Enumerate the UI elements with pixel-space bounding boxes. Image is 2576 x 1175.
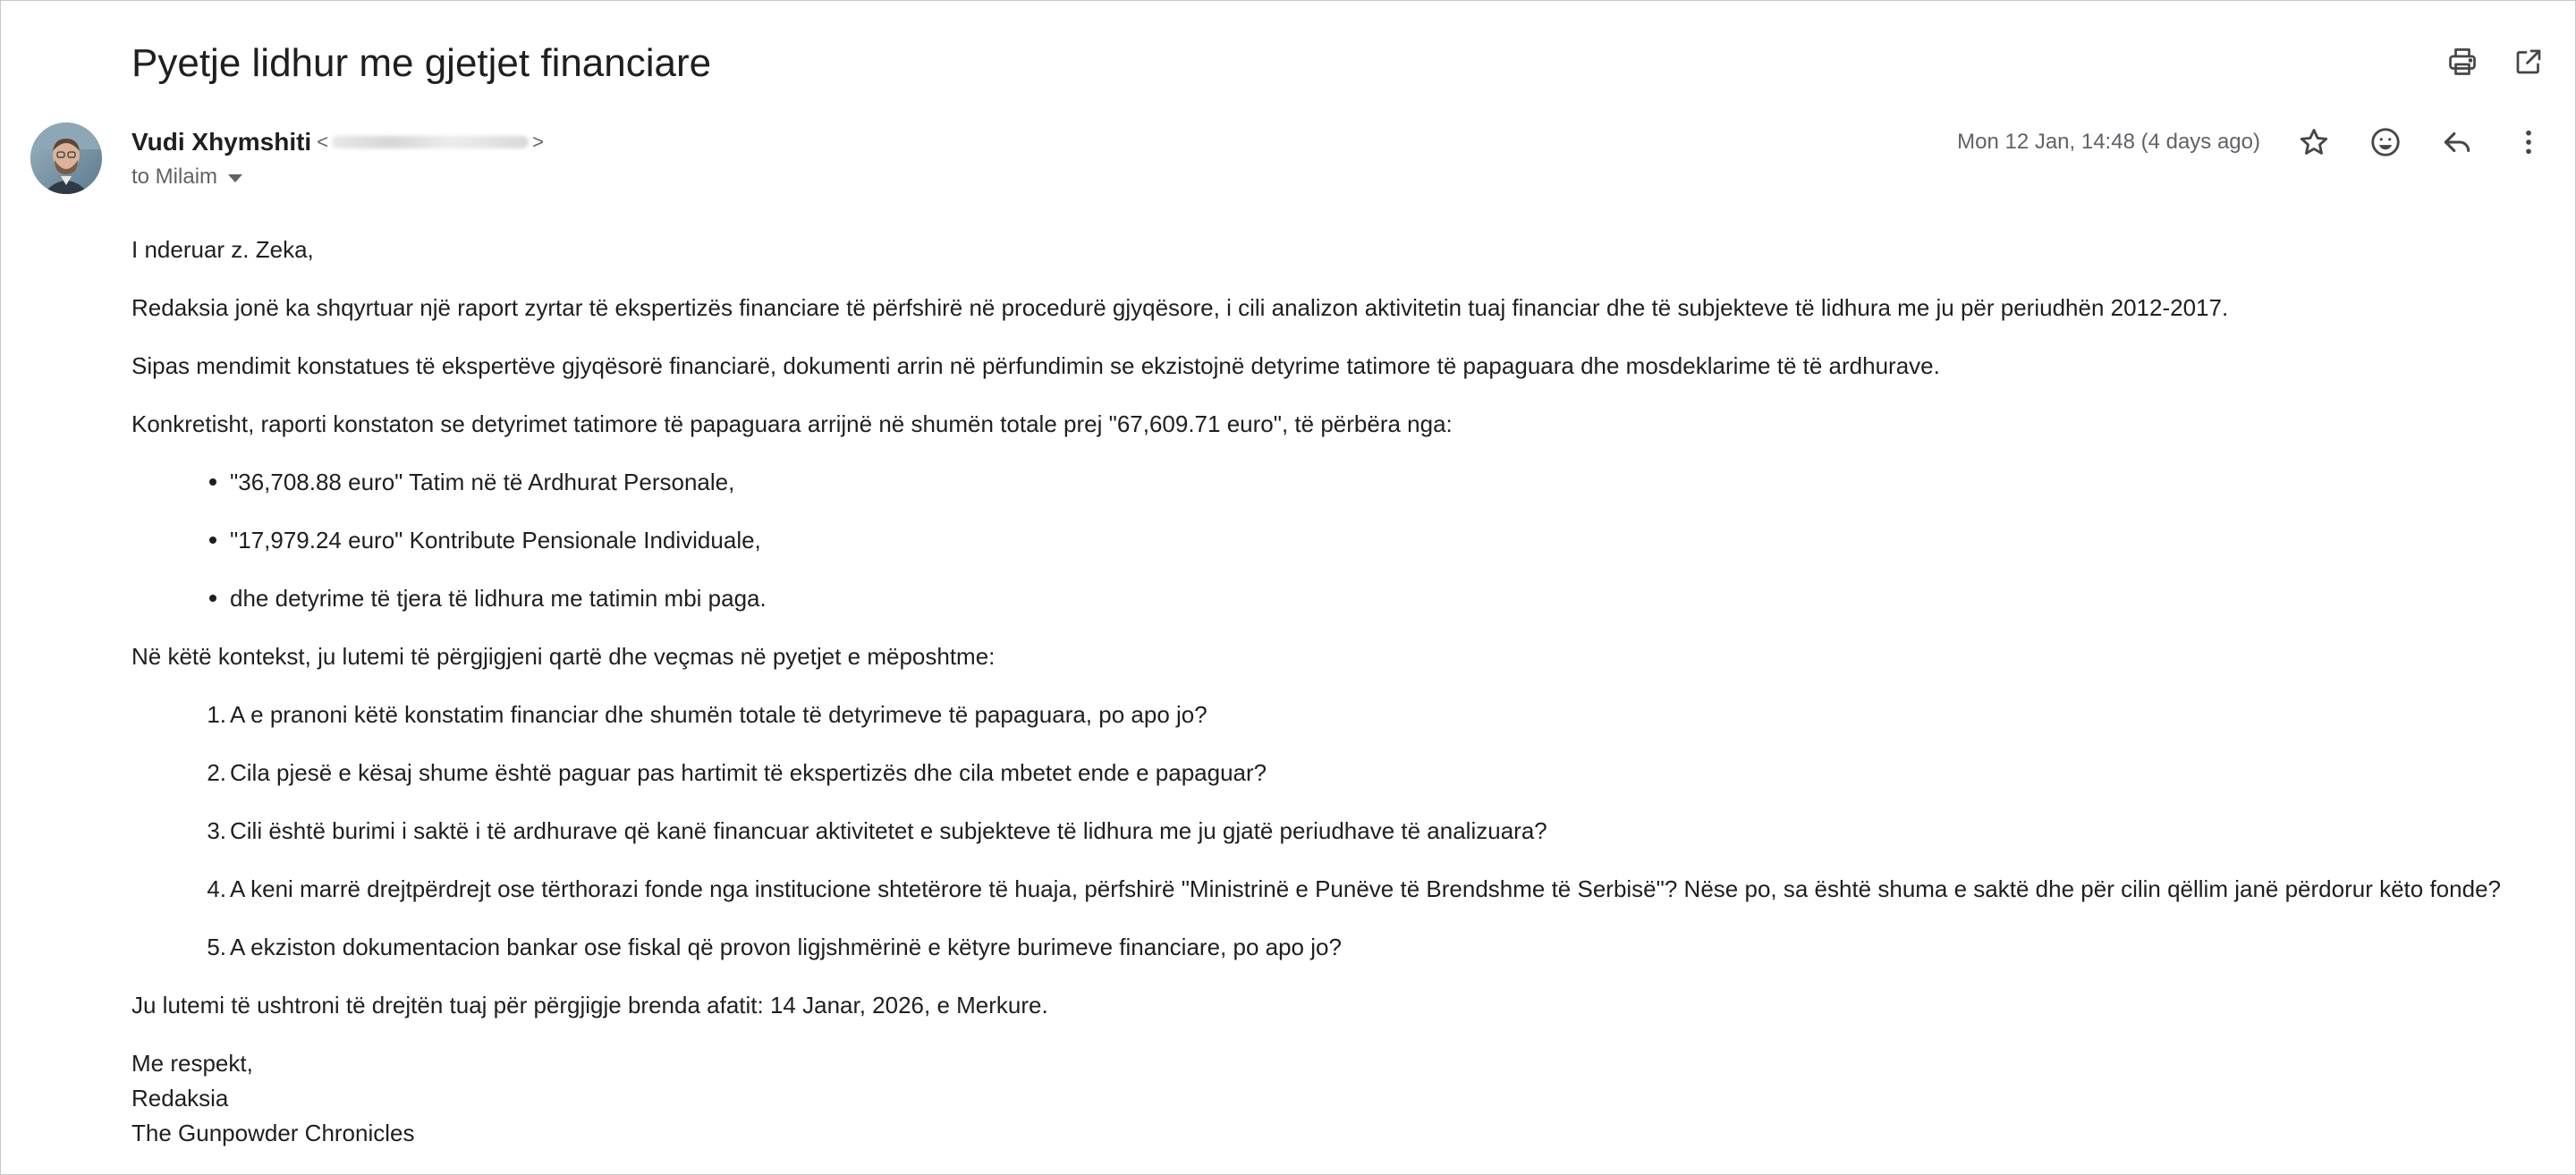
list-number: 5. xyxy=(207,934,226,960)
list-number: 3. xyxy=(207,817,226,844)
more-vert-icon[interactable] xyxy=(2509,123,2548,162)
email-subject: Pyetje lidhur me gjetjet financiare xyxy=(131,41,712,85)
email-date: Mon 12 Jan, 14:48 (4 days ago) xyxy=(1957,130,2260,154)
greeting: I nderuar z. Zeka, xyxy=(131,236,314,263)
bullet-dot xyxy=(209,478,216,486)
print-icon[interactable] xyxy=(2443,42,2482,81)
list-item: A keni marrë drejtpërdrejt ose tërthorazi fonde nga institucione shtetërore të huaja, përfshirë "Ministrinë e Punëve të Brendshme të Serbisë"? Nëse po, sa është shuma e saktë dhe për cilin qëllim janë përdorur këto fonde? xyxy=(230,875,2501,902)
bullet-dot xyxy=(209,537,216,544)
sender-email[interactable]: < > xyxy=(317,131,544,153)
list-item: "17,979.24 euro" Kontribute Pensionale Individuale, xyxy=(230,527,761,554)
sender-name[interactable]: Vudi Xhymshiti xyxy=(131,128,312,156)
body-paragraph: Ju lutemi të ushtroni të drejtën tuaj për përgjigje brenda afatit: 14 Janar, 2026, e Merkure. xyxy=(131,992,1048,1019)
avatar[interactable] xyxy=(30,123,102,194)
list-item: A ekziston dokumentacion bankar ose fiskal që provon ligjshmërinë e këtyre burimeve financiare, po apo jo? xyxy=(230,934,1342,960)
body-paragraph: Redaksia jonë ka shqyrtuar një raport zyrtar të ekspertizës financiare të përfshirë në procedurë gjyqësore, i cili analizon aktivitetin tuaj financiar dhe të subjekteve të lidhura me ju për periudhën 2012-2017. xyxy=(131,294,2229,321)
list-item: dhe detyrime të tjera të lidhura me tatimin mbi paga. xyxy=(230,585,767,612)
chevron-down-icon xyxy=(228,174,242,182)
bullet-dot xyxy=(209,595,216,602)
list-number: 1. xyxy=(207,701,226,728)
list-number: 2. xyxy=(207,759,226,786)
sender-line xyxy=(131,124,544,160)
body-paragraph: Në këtë kontekst, ju lutemi të përgjigjeni qartë dhe veçmas në pyetjet e mëposhtme: xyxy=(131,643,996,670)
signature-org: The Gunpowder Chronicles xyxy=(131,1120,415,1146)
recipient-details-toggle[interactable] xyxy=(131,162,242,192)
list-item: "36,708.88 euro" Tatim në të Ardhurat Personale, xyxy=(230,469,735,495)
open-in-new-window-icon[interactable] xyxy=(2509,42,2548,81)
body-paragraph: Sipas mendimit konstatues të ekspertëve gjyqësorë financiarë, dokumenti arrin në përfundimin se ekzistojnë detyrime tatimore të papaguara dhe mosdeklarime të të ardhurave. xyxy=(131,352,1940,379)
star-icon[interactable] xyxy=(2294,123,2334,162)
recipient-label: to Milaim xyxy=(131,165,218,189)
list-number: 4. xyxy=(207,875,226,902)
redacted-email xyxy=(332,136,529,148)
list-item: A e pranoni këtë konstatim financiar dhe shumën totale të detyrimeve të papaguara, po apo jo? xyxy=(230,701,1208,728)
body-paragraph: Konkretisht, raporti konstaton se detyrimet tatimore të papaguara arrijnë në shumën totale prej "67,609.71 euro", të përbëra nga: xyxy=(131,410,1453,437)
list-item: Cila pjesë e kësaj shume është paguar pas hartimit të ekspertizës dhe cila mbetet ende e papaguar? xyxy=(230,759,1267,786)
signoff: Me respekt, xyxy=(131,1050,253,1077)
reply-icon[interactable] xyxy=(2437,123,2477,162)
list-item: Cili është burimi i saktë i të ardhurave që kanë financuar aktivitetet e subjekteve të lidhura me ju gjatë periudhave të analizuara? xyxy=(230,817,1547,844)
emoji-reaction-icon[interactable] xyxy=(2366,123,2405,162)
signature-name: Redaksia xyxy=(131,1085,229,1112)
